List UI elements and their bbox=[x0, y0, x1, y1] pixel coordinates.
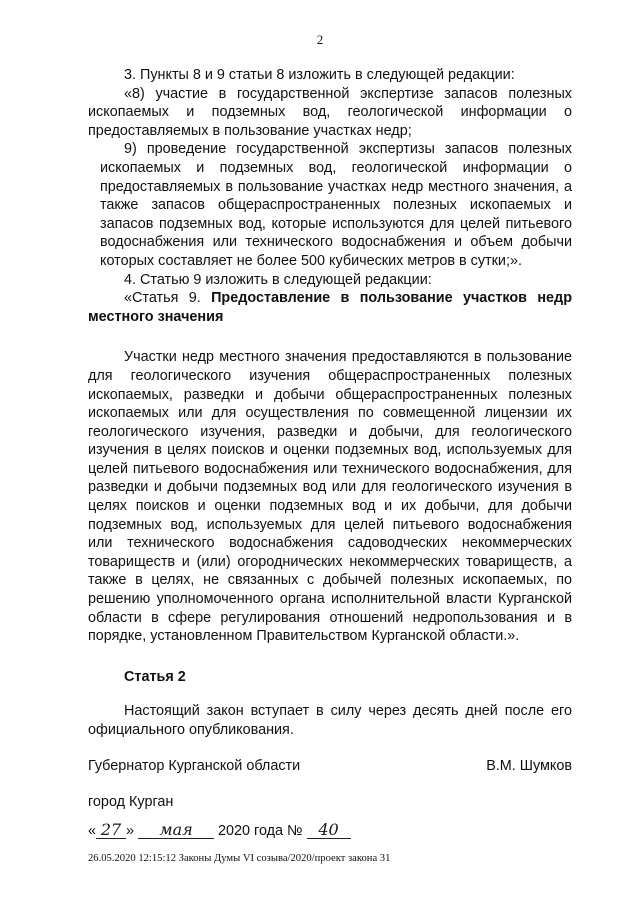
date-year-text: 2020 года № bbox=[218, 823, 303, 839]
paragraph-4: 4. Статью 9 изложить в следующей редакции: bbox=[124, 271, 432, 288]
signature-block bbox=[88, 758, 572, 778]
paragraph-3: 3. Пункты 8 и 9 статьи 8 изложить в следующей редакции: bbox=[124, 67, 515, 83]
date-month: мая bbox=[138, 822, 214, 839]
article-9-title: Предоставление в пользование участков недр местного значения bbox=[88, 290, 572, 325]
date-open-quote: « bbox=[88, 823, 97, 839]
date-day: 27 bbox=[96, 822, 126, 839]
file-path-footer: 26.05.2020 12:15:12 Законы Думы VI созыва/2020/проект закона 31 bbox=[88, 853, 391, 864]
article-9-body: Участки недр местного значения предоставляются в пользование для геологического изучения общераспространенных полезных ископаемых, разведки и добычи общераспространенных полезных ископаемых или для осуществления по совмещенной лицензии их геологического изучения, разведки и добычи, для геологического изучения в целях поисков и оценки подземных вод, используемых для целей питьевого водоснабжения или технического водоснабжения, для разведки и добычи подземных вод или для геологического изучения в целях поисков и оценки подземных вод и их добычи, для добычи подземных вод, используемых для целей питьевого водоснабжения или технического водоснабжения садоводческих некоммерческих товариществ и (или) огороднических некоммерческих товариществ, а также в целях, не связанных с добычей полезных ископаемых, по решению уполномоченного органа исполнительной власти Курганской области в сфере регулирования отношений недропользования и в порядке, установленном Правительством Курганской области.». bbox=[88, 349, 572, 645]
governor-position: Губернатор Курганской области bbox=[88, 758, 301, 774]
page-number: 2 bbox=[316, 32, 324, 47]
item-8: «8) участие в государственной экспертизе запасов полезных ископаемых и подземных вод, геологической информации о предоставляемых в пользование участках недр; bbox=[88, 85, 572, 139]
document-body bbox=[88, 66, 572, 740]
date-close-quote: » bbox=[126, 823, 135, 839]
city-label: город Курган bbox=[88, 794, 174, 810]
article-2-text: Настоящий закон вступает в силу через десять дней после его официального опубликования. bbox=[88, 703, 572, 738]
law-number: 40 bbox=[307, 822, 351, 839]
item-9: 9) проведение государственной экспертизы запасов полезных ископаемых и подземных вод, геологической информации о предоставляемых в пользование участках недр местного значения, а также запасов общераспространенных полезных ископаемых и запасов подземных вод, которые используются для целей питьевого водоснабжения или технического водоснабжения и объем добычи которых составляет не более 500 кубических метров в сутки;». bbox=[100, 141, 572, 269]
date-line bbox=[88, 822, 351, 839]
article-9-prefix: «Статья 9. bbox=[124, 290, 212, 307]
article-2-heading: Статья 2 bbox=[124, 668, 186, 685]
governor-name: В.М. Шумков bbox=[486, 758, 572, 774]
article-9-heading bbox=[88, 289, 572, 326]
